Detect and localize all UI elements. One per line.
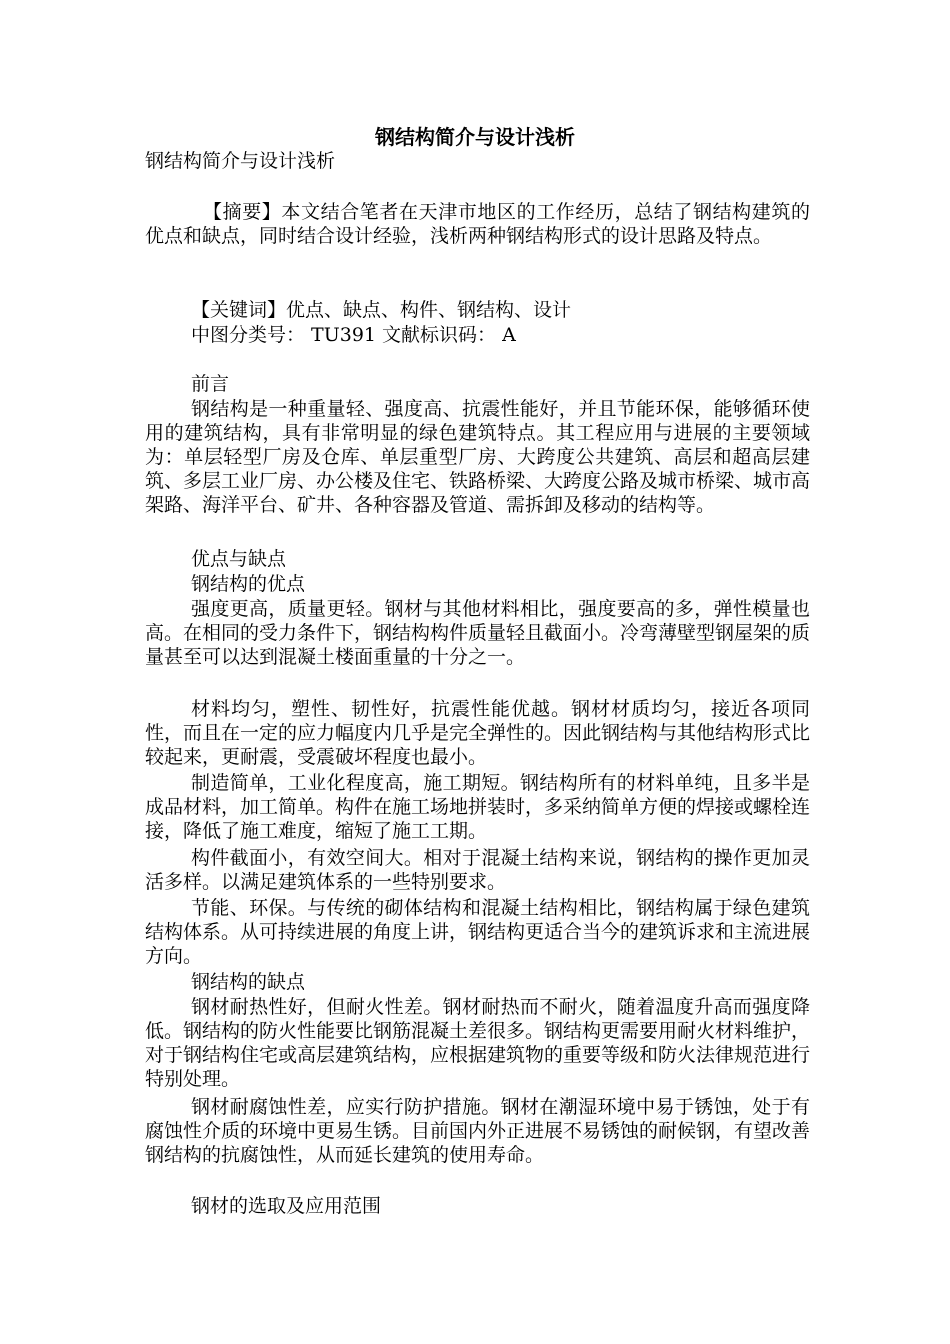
selection-heading: 钢材的选取及应用范围	[191, 1195, 382, 1217]
pros-paragraph-manufacture: 制造简单，工业化程度高，施工期短。钢结构所有的材料单纯，且多半是成品材料，加工简单。构件在施工场地拼装时，多采纳简单方便的焊接或螺栓连接，降低了施工难度，缩短了施工工期。	[145, 772, 811, 842]
pros-paragraph-strength: 强度更高，质量更轻。钢材与其他材料相比，强度要高的多，弹性模量也高。在相同的受力条件下，钢结构构件质量轻且截面小。冷弯薄壁型钢屋架的质量甚至可以达到混凝土楼面重量的十分之一。	[145, 598, 811, 668]
pros-cons-heading: 优点与缺点	[191, 548, 287, 570]
pros-paragraph-material: 材料均匀，塑性、韧性好，抗震性能优越。钢材材质均匀，接近各项同性，而且在一定的应力幅度内几乎是完全弹性的。因此钢结构与其他结构形式比较起来，更耐震，受震破坏程度也最小。	[145, 698, 811, 768]
cons-paragraph-fire: 钢材耐热性好，但耐火性差。钢材耐热而不耐火，随着温度升高而强度降低。钢结构的防火性能要比钢筋混凝土差很多。钢结构更需要用耐火材料维护，对于钢结构住宅或高层建筑结构，应根据建筑物的重要等级和防火法律规范进行特别处理。	[145, 996, 811, 1090]
cons-heading: 钢结构的缺点	[191, 971, 306, 993]
preface-heading: 前言	[191, 373, 230, 395]
pros-paragraph-section: 构件截面小，有效空间大。相对于混凝土结构来说，钢结构的操作更加灵活多样。以满足建筑体系的一些特别要求。	[145, 847, 810, 893]
abstract-paragraph: 【摘要】本文结合笔者在天津市地区的工作经历，总结了钢结构建筑的优点和缺点，同时结合设计经验，浅析两种钢结构形式的设计思路及特点。	[145, 201, 810, 247]
classification-line: 中图分类号： TU391 文献标识码： A	[191, 324, 516, 346]
document-subtitle: 钢结构简介与设计浅析	[145, 150, 336, 172]
keywords-line: 【关键词】优点、缺点、构件、钢结构、设计	[191, 299, 572, 321]
pros-heading: 钢结构的优点	[191, 573, 306, 595]
cons-paragraph-corrosion: 钢材耐腐蚀性差，应实行防护措施。钢材在潮湿环境中易于锈蚀，处于有腐蚀性介质的环境中更易生锈。目前国内外正进展不易锈蚀的耐候钢，有望改善钢结构的抗腐蚀性，从而延长建筑的使用寿命。	[145, 1096, 811, 1166]
preface-paragraph: 钢结构是一种重量轻、强度高、抗震性能好，并且节能环保，能够循环使用的建筑结构，具有非常明显的绿色建筑特点。其工程应用与进展的主要领域为：单层轻型厂房及仓库、单层重型厂房、大跨度公共建筑、高层和超高层建筑、多层工业厂房、办公楼及住宅、铁路桥梁、大跨度公路及城市桥梁、城市高架路、海洋平台、矿井、各种容器及管道、需拆卸及移动的结构等。	[145, 398, 811, 516]
document-title: 钢结构简介与设计浅析	[375, 125, 575, 149]
pros-paragraph-environment: 节能、环保。与传统的砌体结构和混凝土结构相比，钢结构属于绿色建筑结构体系。从可持续进展的角度上讲，钢结构更适合当今的建筑诉求和主流进展方向。	[145, 897, 811, 967]
